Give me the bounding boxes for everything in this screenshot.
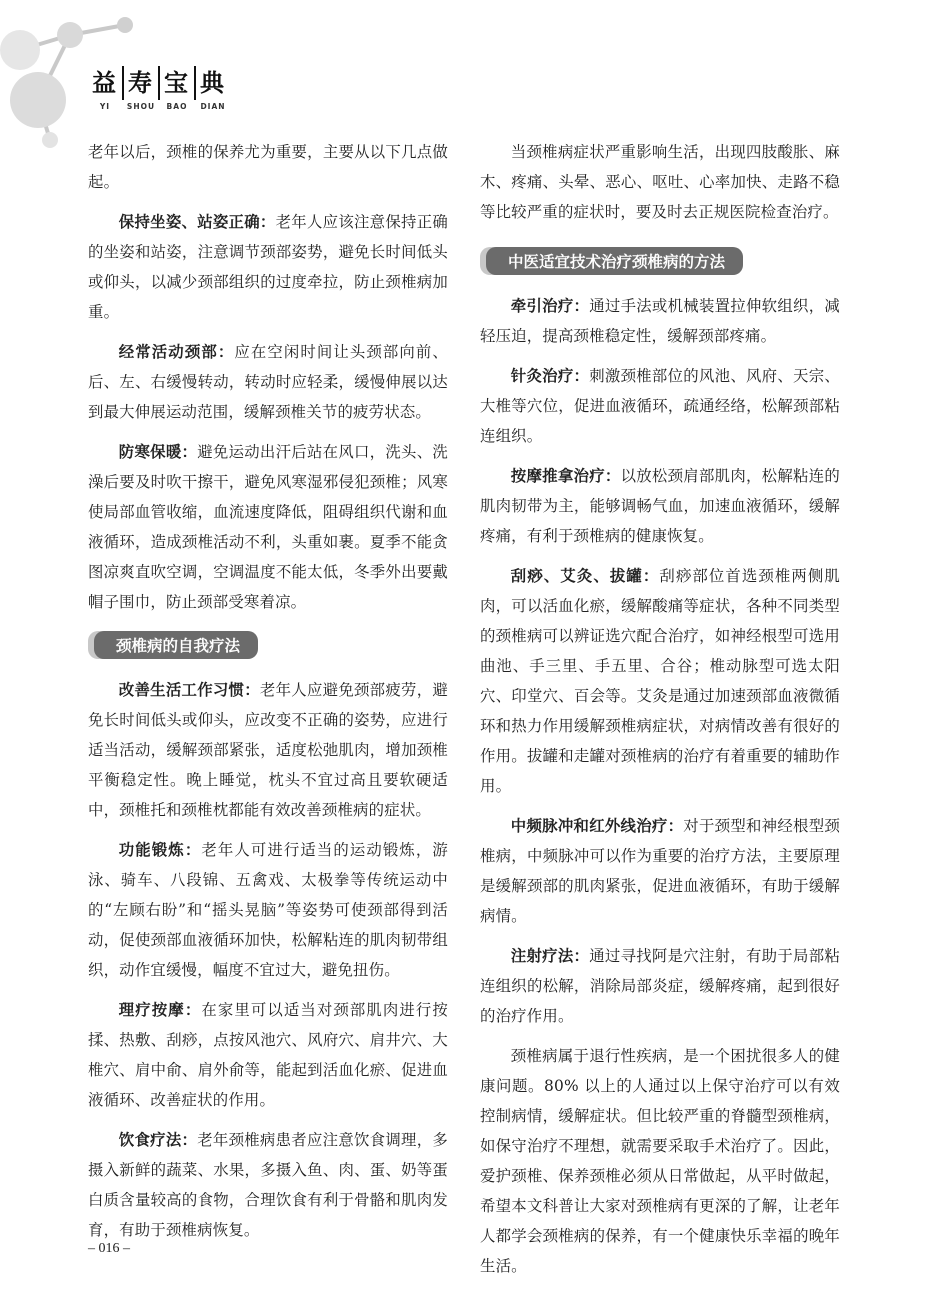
paragraph-habits <box>88 675 448 825</box>
paragraph-lead: 按摩推拿治疗： <box>510 467 621 485</box>
paragraph-exercise <box>88 835 448 985</box>
paragraph-text: 通过手法或机械装置拉伸软组织，减轻压迫，提高颈椎稳定性，缓解颈部疼痛。 <box>480 297 840 345</box>
logo-char: 典 <box>194 66 228 100</box>
paragraph-text: 老年颈椎病患者应注意饮食调理，多摄入新鲜的蔬菜、水果，多摄入鱼、肉、蛋、奶等蛋白质含量较高的食物，合理饮食有利于骨骼和肌肉发育，有助于颈椎病恢复。 <box>88 1131 448 1239</box>
section-heading <box>480 247 840 275</box>
paragraph-lead: 刮痧、艾灸、拔罐： <box>510 567 660 585</box>
paragraph-text: 以放松颈肩部肌肉，松解粘连的肌肉韧带为主，能够调畅气血，加速血液循环，缓解疼痛，有利于颈椎病的健康恢复。 <box>480 467 840 545</box>
paragraph-text: 老年人应该注意保持正确的坐姿和站姿，注意调节颈部姿势，避免长时间低头或仰头，以减少颈部组织的过度牵拉，防止颈椎病加重。 <box>88 213 448 321</box>
paragraph-closing: 颈椎病属于退行性疾病，是一个困扰很多人的健康问题。80% 以上的人通过以上保守治疗可以有效控制病情，缓解症状。但比较严重的脊髓型颈椎病，如保守治疗不理想，就需要采取手术治疗了。因此，爱护颈椎、保养颈椎必须从日常做起，从平时做起，希望本文科普让大家对颈椎病有更深的了解，让老年人都学会颈椎病的保养，有一个健康快乐幸福的晚年生活。 <box>480 1047 840 1275</box>
logo-char: 益 <box>92 68 116 97</box>
paragraph-keep-warm <box>88 437 448 617</box>
paragraph-see-doctor: 当颈椎病症状严重影响生活，出现四肢酸胀、麻木、疼痛、头晕、恶心、呕吐、心率加快、走路不稳等比较严重的症状时，要及时去正规医院检查治疗。 <box>480 143 840 221</box>
paragraph-text: 对于颈型和神经根型颈椎病，中频脉冲可以作为重要的治疗方法，主要原理是缓解颈部的肌肉紧张，促进血液循环，有助于缓解病情。 <box>480 817 840 925</box>
paragraph-text: 避免运动出汗后站在风口，洗头、洗澡后要及时吹干擦干，避免风寒湿邪侵犯颈椎；风寒使局部血管收缩，血流速度降低，阻碍组织代谢和血液循环，造成颈椎活动不利，头重如裹。夏季不能贪图凉爽直吹空调，空调温度不能太低，冬季外出要戴帽子围巾，防止颈部受寒着凉。 <box>88 443 448 611</box>
section-heading <box>88 631 448 659</box>
magazine-logo <box>88 66 230 111</box>
paragraph-lead: 防寒保暖： <box>118 443 198 461</box>
logo-char: 宝 <box>158 66 192 100</box>
paragraph-lead: 针灸治疗： <box>510 367 590 385</box>
right-column <box>480 137 840 1281</box>
paragraph-lead: 经常活动颈部： <box>118 343 235 361</box>
paragraph-lead: 牵引治疗： <box>510 297 590 315</box>
section-title: 颈椎病的自我疗法 <box>94 631 258 659</box>
paragraph-lead: 改善生活工作习惯： <box>118 681 260 699</box>
paragraph-text: 老年人可进行适当的运动锻炼，游泳、骑车、八段锦、五禽戏、太极拳等传统运动中的“左顾右盼”和“摇头晃脑”等姿势可使颈部得到活动，促使颈部血液循环加快，松解粘连的肌肉韧带组织，动作宜缓慢，幅度不宜过大，避免扭伤。 <box>88 841 448 979</box>
paragraph-lead: 注射疗法： <box>510 947 590 965</box>
page-number: – 016 – <box>88 1241 130 1256</box>
paragraph-text: 老年人应避免颈部疲劳，避免长时间低头或仰头，应改变不正确的姿势，应进行适当活动，缓解颈部紧张，适度松弛肌肉，增加颈椎平衡稳定性。晚上睡觉，枕头不宜过高且要软硬适中，颈椎托和颈椎枕都能有效改善颈椎病的症状。 <box>88 681 448 819</box>
paragraph-lead: 中频脉冲和红外线治疗： <box>510 817 684 835</box>
paragraph-lead: 功能锻炼： <box>118 841 202 859</box>
paragraph-lead: 理疗按摩： <box>118 1001 202 1019</box>
paragraph-lead: 饮食疗法： <box>118 1131 198 1149</box>
paragraph-injection <box>480 941 840 1031</box>
paragraph-text: 在家里可以适当对颈部肌肉进行按揉、热敷、刮痧，点按风池穴、风府穴、肩井穴、大椎穴、肩中俞、肩外俞等，能起到活血化瘀、促进血液循环、改善症状的作用。 <box>88 1001 448 1109</box>
paragraph-gua-sha <box>480 561 840 801</box>
logo-pinyin: SHOU <box>126 102 156 111</box>
logo-pinyin: YI <box>99 102 111 111</box>
paragraph-text: 应在空闲时间让头颈部向前、后、左、右缓慢转动，转动时应轻柔，缓慢伸展以达到最大伸展运动范围，缓解颈椎关节的疲劳状态。 <box>88 343 448 421</box>
paragraph-posture <box>88 207 448 327</box>
paragraph-text: 刺激颈椎部位的风池、风府、天宗、大椎等穴位，促进血液循环，疏通经络，松解颈部粘连组织。 <box>480 367 840 445</box>
paragraph-acupuncture <box>480 361 840 451</box>
paragraph-diet <box>88 1125 448 1245</box>
paragraph-pulse-infrared <box>480 811 840 931</box>
paragraph-tuina <box>480 461 840 551</box>
section-title: 中医适宜技术治疗颈椎病的方法 <box>486 247 743 275</box>
paragraph-text: 刮痧部位首选颈椎两侧肌肉，可以活血化瘀，缓解酸痛等症状，各种不同类型的颈椎病可以辨证选穴配合治疗，如神经根型可选用曲池、手三里、手五里、合谷；椎动脉型可选太阳穴、印堂穴、百会等。艾灸是通过加速颈部血液微循环和热力作用缓解颈椎病症状，对病情改善有很好的作用。拔罐和走罐对颈椎病的治疗有着重要的辅助作用。 <box>480 567 840 795</box>
intro-paragraph: 老年以后，颈椎的保养尤为重要，主要从以下几点做起。 <box>88 143 448 191</box>
logo-char: 寿 <box>122 66 156 100</box>
paragraph-neck-activity <box>88 337 448 427</box>
paragraph-massage <box>88 995 448 1115</box>
logo-pinyin: BAO <box>166 102 188 111</box>
paragraph-text: 通过寻找阿是穴注射，有助于局部粘连组织的松解，消除局部炎症，缓解疼痛，起到很好的治疗作用。 <box>480 947 840 1025</box>
paragraph-traction <box>480 291 840 351</box>
paragraph-lead: 保持坐姿、站姿正确： <box>118 213 276 231</box>
left-column <box>88 137 448 1245</box>
logo-pinyin: DIAN <box>200 102 226 111</box>
